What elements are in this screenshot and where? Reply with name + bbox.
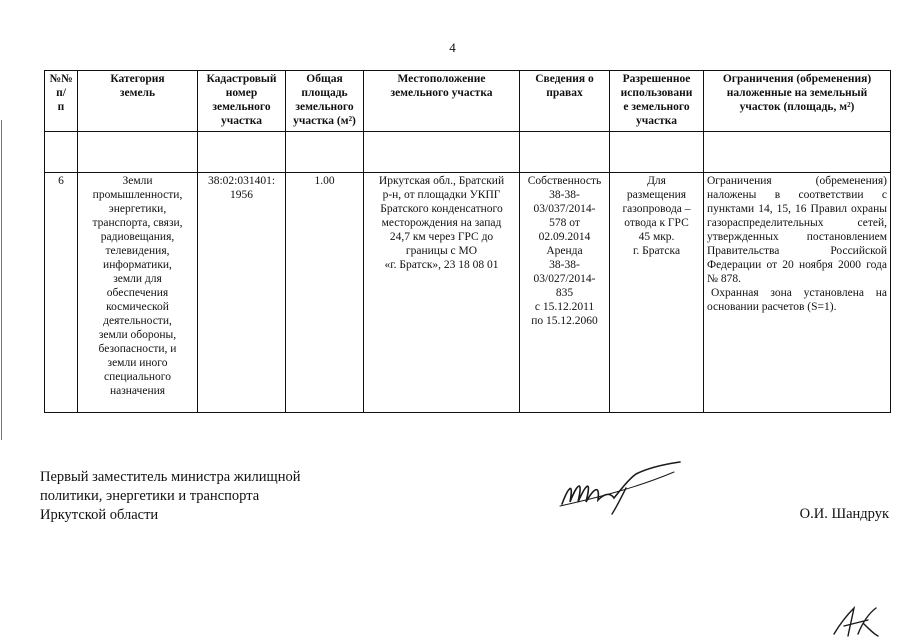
restrictions-text: Ограничения (обременения) наложены в соответствии с пунктами 14, 15, 16 Правил охраны газораспределительных сетей, утвержденных постановлением Правительства Российской Федерации от 20 ноября 2000 года № 878. (707, 175, 887, 285)
header-area: Общая площадь земельного участка (м²) (286, 71, 364, 132)
scan-edge-mark (0, 120, 3, 440)
header-cadastral: Кадастровый номер земельного участка (198, 71, 286, 132)
header-usage: Разрешенное использовани е земельного участка (610, 71, 704, 132)
cell-rights: Собственность 38-38- 03/037/2014- 578 от 02.09.2014 Аренда 38-38- 03/027/2014- 835 с 15.12.2011 по 15.12.2060 (520, 173, 610, 413)
handwritten-signature (556, 458, 686, 518)
cell-area: 1.00 (286, 173, 364, 413)
signer-name: О.И. Шандрук (799, 506, 889, 522)
cell-restrictions (704, 173, 891, 413)
empty-row (45, 132, 891, 173)
cell-cadastral: 38:02:031401: 1956 (198, 173, 286, 413)
cell-usage: Для размещения газопровода – отвода к ГРС 45 мкр. г. Братска (610, 173, 704, 413)
header-restrictions: Ограничения (обременения) наложенные на земельный участок (площадь, м²) (704, 71, 891, 132)
header-category: Категория земель (78, 71, 198, 132)
header-row (45, 71, 891, 132)
land-plot-table (44, 70, 891, 413)
initials-mark (830, 604, 880, 638)
page-number: 4 (449, 40, 456, 55)
header-rights: Сведения о правах (520, 71, 610, 132)
table-row (45, 173, 891, 413)
header-location: Местоположение земельного участка (364, 71, 520, 132)
cell-num: 6 (45, 173, 78, 413)
header-num: №№ п/ п (45, 71, 78, 132)
cell-category: Земли промышленности, энергетики, транспорта, связи, радиовещания, телевидения, информатики, земли для обеспечения космической деятельности, земли обороны, безопасности, и земли иного специального назначения (78, 173, 198, 413)
restrictions-note: Охранная зона установлена на основании расчетов (S=1). (707, 287, 887, 313)
signer-title: Первый заместитель министра жилищной политики, энергетики и транспорта Иркутской области (40, 469, 301, 523)
cell-location: Иркутская обл., Братский р-н, от площадки УКПГ Братского конденсатного месторождения на запад 24,7 км через ГРС до границы с МО «г. Братск», 23 18 08 01 (364, 173, 520, 413)
